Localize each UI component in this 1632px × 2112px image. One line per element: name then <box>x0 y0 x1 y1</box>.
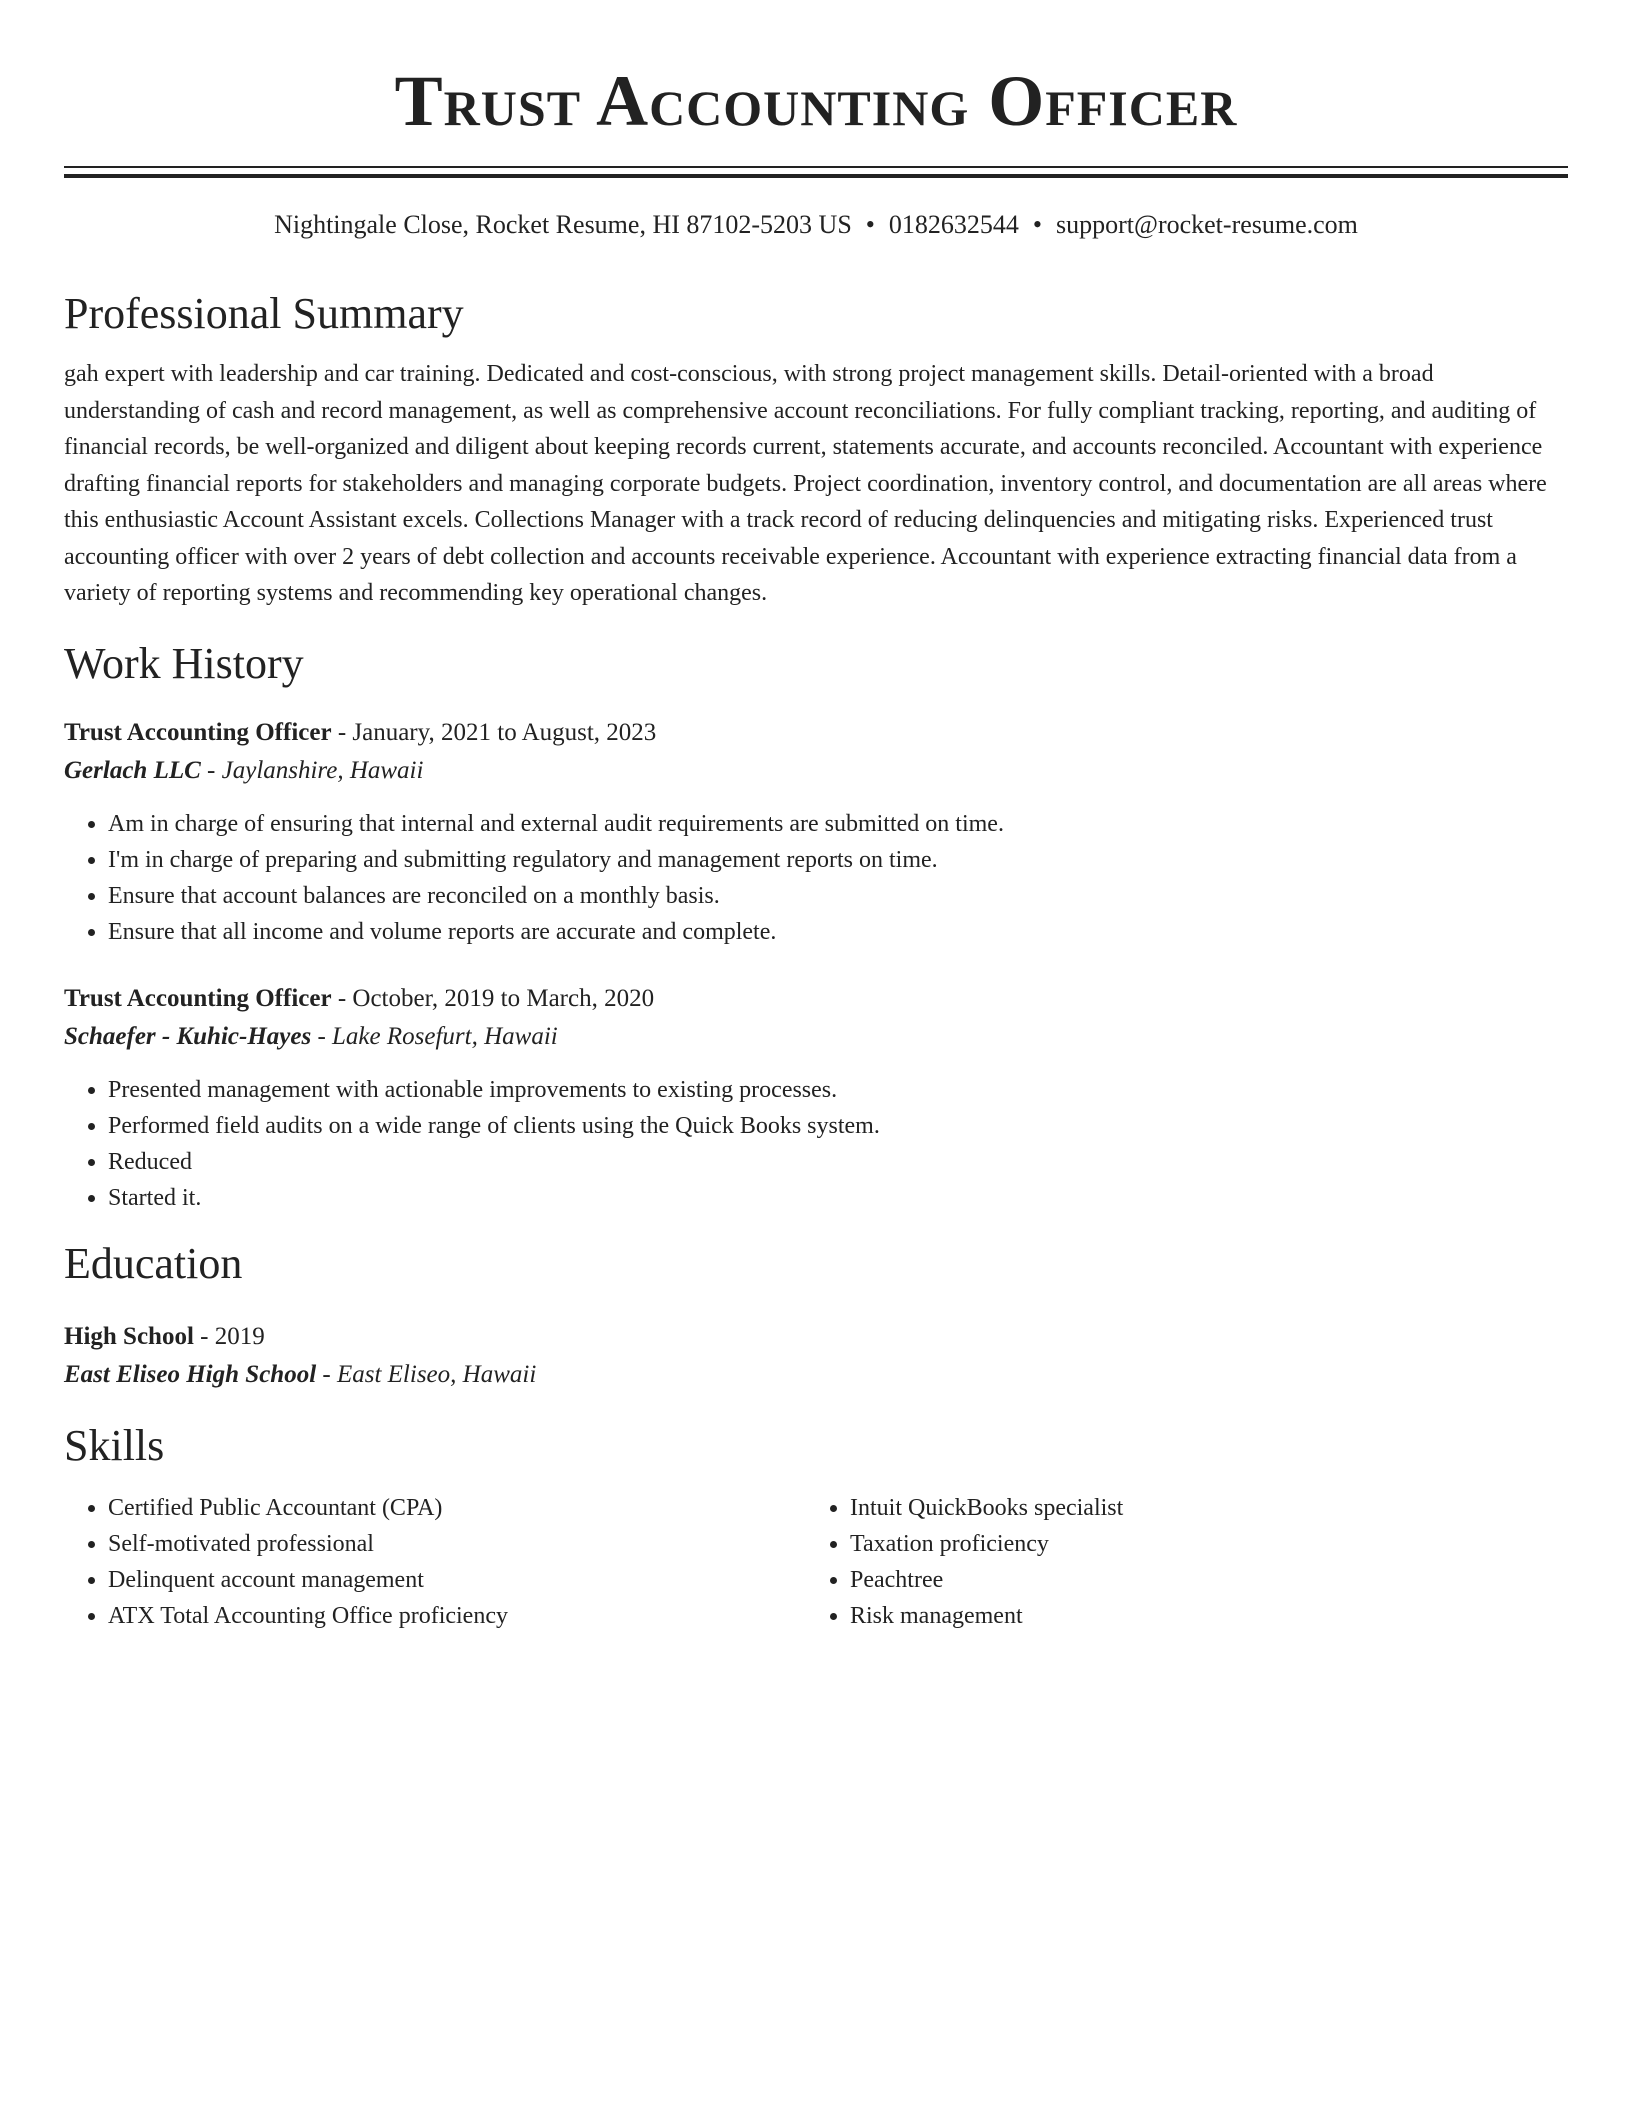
job-dates: - January, 2021 to August, 2023 <box>331 718 657 746</box>
header-divider <box>64 166 1568 178</box>
summary-text: gah expert with leadership and car training. Dedicated and cost-conscious, with strong project management skills. Detail-oriented with a broad understanding of cash and record management, as well as comprehensive account reconciliations. For fully compliant tracking, reporting, and auditing of financial records, be well-organized and diligent about keeping records current, statements accurate, and accounts reconciled. Accountant with experience drafting financial reports for stakeholders and managing corporate budgets. Project coordination, inventory control, and documentation are all areas where this enthusiastic Account Assistant excels. Collections Manager with a track record of reducing delinquencies and mitigating risks. Experienced trust accounting officer with over 2 years of debt collection and accounts receivable experience. Accountant with experience extracting financial data from a variety of reporting systems and recommending key operational changes. <box>64 361 1547 606</box>
contact-line <box>64 208 1568 242</box>
job-location: - Lake Rosefurt, Hawaii <box>311 1022 558 1050</box>
job-duty: • Ensure that account balances are reconciled on a monthly basis. <box>108 878 1568 914</box>
job-title: Trust Accounting Officer <box>64 984 332 1012</box>
job-location: - Jaylanshire, Hawaii <box>200 756 424 784</box>
education-institution <box>64 1356 1568 1394</box>
skills-list-left <box>64 1490 806 1634</box>
job-duty: • Ensure that all income and volume reports are accurate and complete. <box>108 914 1568 950</box>
skill-item: • ATX Total Accounting Office proficiency <box>108 1598 806 1634</box>
skill-item: • Taxation proficiency <box>850 1526 1548 1562</box>
education-location: - East Eliseo, Hawaii <box>316 1360 537 1388</box>
contact-separator: • <box>865 210 875 239</box>
job-duty: • Reduced <box>108 1144 1568 1180</box>
candidate-name: Trust Accounting Officer <box>394 61 1238 141</box>
job-duty: • I'm in charge of preparing and submitting regulatory and management reports on time. <box>108 842 1568 878</box>
job-duty: • Started it. <box>108 1180 1568 1216</box>
job-dates: - October, 2019 to March, 2020 <box>331 984 655 1012</box>
job-employer <box>64 752 1568 790</box>
job-duty: • Am in charge of ensuring that internal and external audit requirements are submitted on time. <box>108 806 1568 842</box>
work-history-heading: Work History <box>64 638 304 688</box>
education-heading: Education <box>64 1238 243 1288</box>
education-header <box>64 1318 1568 1356</box>
skill-item: • Self-motivated professional <box>108 1526 806 1562</box>
job-company: Schaefer - Kuhic-Hayes <box>64 1022 312 1050</box>
contact-separator: • <box>1032 210 1042 239</box>
job-entry <box>64 980 1568 1216</box>
skill-item: • Peachtree <box>850 1562 1548 1598</box>
education-entry <box>64 1318 1568 1394</box>
job-employer <box>64 1018 1568 1056</box>
skill-item: • Intuit QuickBooks specialist <box>850 1490 1548 1526</box>
job-company: Gerlach LLC <box>64 756 201 784</box>
contact-address: Nightingale Close, Rocket Resume, HI 87102-5203 US <box>274 210 852 239</box>
education-year: - 2019 <box>193 1322 265 1350</box>
education-degree: High School <box>64 1322 194 1350</box>
skills-heading: Skills <box>64 1420 165 1470</box>
job-entry <box>64 714 1568 950</box>
summary-section <box>64 288 1568 612</box>
job-duties-list <box>64 1072 1568 1216</box>
contact-email: support@rocket-resume.com <box>1056 210 1358 239</box>
job-title: Trust Accounting Officer <box>64 718 332 746</box>
skills-section <box>64 1420 1568 1634</box>
work-history-section <box>64 638 1568 1216</box>
contact-phone: 0182632544 <box>888 210 1019 239</box>
job-duty: • Performed field audits on a wide range of clients using the Quick Books system. <box>108 1108 1568 1144</box>
skill-item: • Risk management <box>850 1598 1548 1634</box>
education-section <box>64 1238 1568 1394</box>
skill-item: • Certified Public Accountant (CPA) <box>108 1490 806 1526</box>
skill-item: • Delinquent account management <box>108 1562 806 1598</box>
job-header <box>64 980 1568 1018</box>
education-school: East Eliseo High School <box>64 1360 317 1388</box>
job-duty: • Presented management with actionable improvements to existing processes. <box>108 1072 1568 1108</box>
job-duties-list <box>64 806 1568 950</box>
summary-heading: Professional Summary <box>64 289 464 338</box>
job-header <box>64 714 1568 752</box>
skills-columns <box>64 1490 1568 1634</box>
skills-list-right <box>806 1490 1548 1634</box>
